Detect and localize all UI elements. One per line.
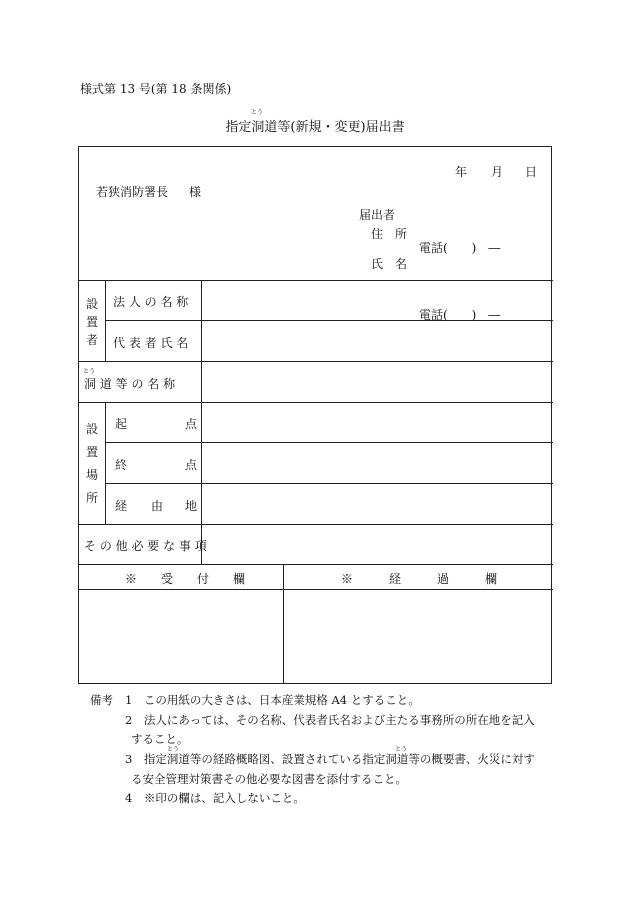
corp-name-label: 法 人 の 名 称	[113, 295, 189, 309]
via-label-1: 経	[115, 499, 128, 513]
note-3-ruby-1: とう	[167, 746, 180, 753]
notification-form-table	[78, 146, 552, 684]
end-point-label-2: 点	[185, 458, 198, 472]
location-label-char-3: 場	[86, 468, 99, 482]
note-4: 4 ※印の欄は、記入しないこと。	[125, 791, 305, 805]
reception-column-label: ※ 受 付 欄	[125, 572, 246, 586]
form-number: 様式第 13 号(第 18 条関係)	[80, 82, 232, 96]
location-label-char-1: 設	[86, 422, 99, 436]
name-label: 氏 名	[371, 257, 408, 271]
addressee: 若狭消防署長	[96, 185, 169, 199]
installer-label-char-1: 設	[86, 297, 99, 311]
installer-label-char-2: 置	[86, 315, 99, 329]
location-label-char-4: 所	[86, 491, 99, 505]
note-1: 1 この用紙の大きさは、日本産業規格 A4 とすること。	[125, 693, 420, 707]
rep-name-label: 代 表 者 氏 名	[113, 336, 189, 350]
address-label: 住 所	[371, 227, 408, 241]
start-point-label-2: 点	[185, 417, 198, 431]
installer-label-char-3: 者	[86, 333, 99, 347]
date-day-label: 日	[525, 165, 538, 179]
notifier-label: 届出者	[359, 208, 396, 222]
note-3-ruby-2: とう	[395, 746, 408, 753]
tunnel-ruby: とう	[83, 368, 96, 375]
honorific: 様	[189, 185, 202, 199]
location-label-char-2: 置	[86, 445, 99, 459]
progress-column-label: ※ 経 過 欄	[341, 572, 498, 586]
title-ruby: とう	[251, 109, 264, 116]
date-month-label: 月	[491, 165, 504, 179]
end-point-label-1: 終	[115, 458, 128, 472]
note-3-line-1: 3 指定洞道等の経路概略図、設置されている指定洞道等の概要書、火災に対す	[125, 752, 535, 766]
start-point-label-1: 起	[115, 417, 128, 431]
form-title-block	[0, 109, 630, 135]
notes-heading: 備考	[90, 693, 113, 707]
tunnel-name-label: 洞 道 等 の 名 称	[84, 377, 176, 391]
note-2-line-1: 2 法人にあっては、その名称、代表者氏名および主たる事務所の所在地を記入	[125, 713, 535, 727]
note-2-line-2: すること。	[131, 732, 189, 746]
date-year-label: 年	[455, 165, 468, 179]
form-title: 指定洞道等(新規・変更)届出書	[225, 120, 405, 135]
other-items-label: そ の 他 必 要 な 事 項	[84, 539, 207, 553]
phone-label-corp: 電話( ) ―	[419, 308, 501, 322]
note-3-line-2: る安全管理対策書その他必要な図書を添付すること。	[131, 772, 407, 786]
via-label-3: 地	[185, 499, 198, 513]
via-label-2: 由	[151, 499, 164, 513]
phone-label-header: 電話( ) ―	[419, 241, 501, 255]
